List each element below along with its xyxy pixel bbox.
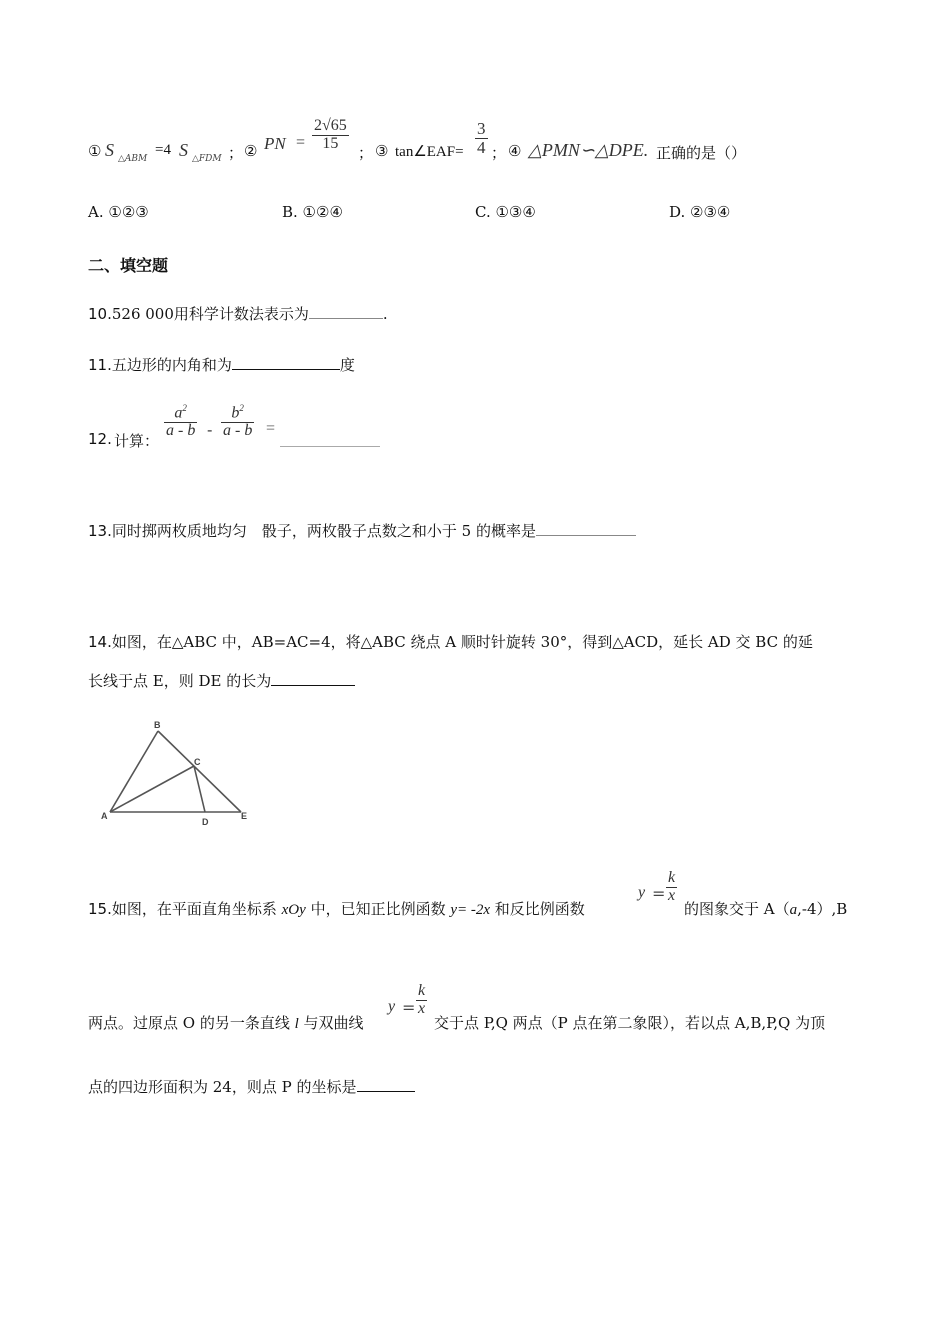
q15-fraction-1 — [666, 870, 677, 905]
label-a: A — [101, 811, 108, 821]
q15-frac1-den: x — [668, 886, 676, 904]
q11-number: 11. — [88, 356, 112, 374]
q15-line1 — [88, 870, 868, 920]
q15-a-var: a — [789, 902, 798, 918]
segment-ab — [110, 731, 158, 812]
label-d: D — [202, 817, 209, 827]
q15-number: 15. — [88, 900, 112, 918]
c3-mark: ③ — [375, 142, 389, 160]
c3-num: 3 — [477, 119, 486, 138]
c1-mark: ① — [88, 142, 102, 160]
q12-f1-num: a — [174, 404, 183, 422]
q10-tail: . — [382, 305, 388, 323]
q12-minus: - — [207, 420, 213, 439]
q15-frac1-y: y — [638, 884, 646, 901]
c2-den: 15 — [322, 134, 339, 152]
q12-answer-blank[interactable] — [280, 446, 380, 447]
q12-f1-den: a - b — [166, 422, 196, 440]
c1-s2-sub: △FDM — [192, 154, 222, 164]
c2-num: 2√65 — [314, 117, 347, 134]
q11-tail: 度 — [339, 356, 355, 374]
segment-ac — [110, 766, 194, 812]
label-b: B — [154, 720, 161, 730]
q15-frac2-den: x — [418, 999, 426, 1017]
label-e: E — [241, 811, 248, 821]
q13-text: 同时掷两枚质地均匀 骰子，两枚骰子点数之和小于 5 的概率是 — [111, 522, 536, 540]
q12-f1-exp: 2 — [182, 403, 187, 413]
question-tail: 正确的是（） — [656, 144, 747, 162]
option-a[interactable]: A. ①②③ — [88, 203, 149, 221]
option-d[interactable]: D. ②③④ — [669, 203, 731, 221]
q10-text: 526 000用科学计数法表示为 — [111, 305, 309, 323]
q15-l2-a: 两点。过原点 O 的另一条直线 — [88, 1014, 295, 1032]
q15-fraction-2 — [416, 983, 427, 1018]
sep2: ； — [358, 144, 374, 162]
q15-l1-c: 和反比例函数 — [490, 900, 585, 918]
c2-mark: ② — [244, 142, 258, 160]
q11-text: 五边形的内角和为 — [111, 356, 232, 374]
q10-number: 10. — [88, 305, 112, 323]
q12-eq: = — [266, 420, 276, 437]
c2-eq: = — [296, 134, 306, 151]
q15-l1-b: 中，已知正比例函数 — [305, 900, 451, 918]
q15-l2-c: 交于点 P,Q 两点（P 点在第二象限），若以点 A,B,P,Q 为顶 — [434, 1014, 826, 1032]
q11 — [88, 354, 355, 375]
q12-f2-den: a - b — [223, 422, 253, 440]
q14-text-line2: 长线于点 E，则 DE 的长为 — [88, 672, 272, 690]
c4-text: △PMN∽△DPE. — [528, 140, 649, 160]
option-c[interactable]: C. ①③④ — [475, 203, 536, 221]
q15-l1-a: 如图，在平面直角坐标系 — [111, 900, 282, 918]
q14-line2 — [88, 670, 355, 691]
q15-frac2-y: y — [388, 998, 396, 1015]
label-c: C — [194, 757, 201, 767]
q13-number: 13. — [88, 522, 112, 540]
c1-s1-sub: △ABM — [118, 154, 148, 164]
q10 — [88, 303, 388, 324]
c1-eq: =4 — [155, 142, 171, 158]
q12-number: 12. — [88, 430, 112, 448]
q11-answer-blank[interactable] — [232, 369, 340, 370]
q15-frac2-eq: = — [402, 998, 416, 1017]
q14-answer-blank[interactable] — [271, 685, 355, 686]
q15-l1-d: 的图象交于 A（ — [684, 900, 790, 918]
q15-frac1-num: k — [668, 869, 676, 886]
section-title: 二、填空题 — [88, 256, 169, 275]
q12-fraction-2 — [221, 404, 254, 440]
q15-frac2-num: k — [418, 982, 426, 999]
q15-l-var: l — [294, 1016, 299, 1032]
c4-mark: ④ — [508, 142, 522, 160]
c3-text: tan∠EAF= — [395, 144, 464, 160]
sep3: ； — [491, 144, 507, 162]
c1-s1: S — [105, 140, 114, 160]
triangle-figure — [98, 716, 258, 831]
c2-fraction — [312, 118, 349, 153]
q14-number: 14. — [88, 633, 112, 651]
q12-f2-num: b — [231, 404, 240, 422]
q10-answer-blank[interactable] — [309, 318, 383, 319]
q13-answer-blank[interactable] — [536, 535, 636, 536]
q15-l3: 点的四边形面积为 24，则点 P 的坐标是 — [88, 1078, 357, 1096]
q15-xoy: xOy — [281, 902, 306, 918]
segment-be — [158, 731, 241, 812]
q14-line1 — [88, 631, 813, 652]
c2-lhs: PN — [264, 134, 286, 153]
q15-line2 — [88, 983, 868, 1033]
segment-cd — [194, 766, 205, 812]
q15-y-eq: y= -2x — [450, 902, 491, 918]
q13 — [88, 520, 636, 541]
option-b[interactable]: B. ①②④ — [282, 203, 343, 221]
q15-line3 — [88, 1076, 415, 1097]
q15-frac1-eq: = — [652, 884, 666, 903]
q12-f2-exp: 2 — [239, 403, 244, 413]
q12-fraction-1 — [164, 404, 197, 440]
q12-text: 计算： — [114, 432, 160, 450]
q15-l1-e: ,-4）,B — [797, 900, 848, 918]
q14-text-line1: 如图，在△ABC 中，AB=AC=4，将△ABC 绕点 A 顺时针旋转 30°，得到△ACD，延长 AD 交 BC 的延 — [111, 633, 813, 651]
c3-den: 4 — [477, 137, 486, 157]
q15-l2-b: 与双曲线 — [298, 1014, 364, 1032]
c1-s2: S — [179, 140, 188, 160]
q15-answer-blank[interactable] — [357, 1091, 415, 1092]
c3-fraction — [475, 120, 488, 157]
sep1: ； — [228, 144, 244, 162]
